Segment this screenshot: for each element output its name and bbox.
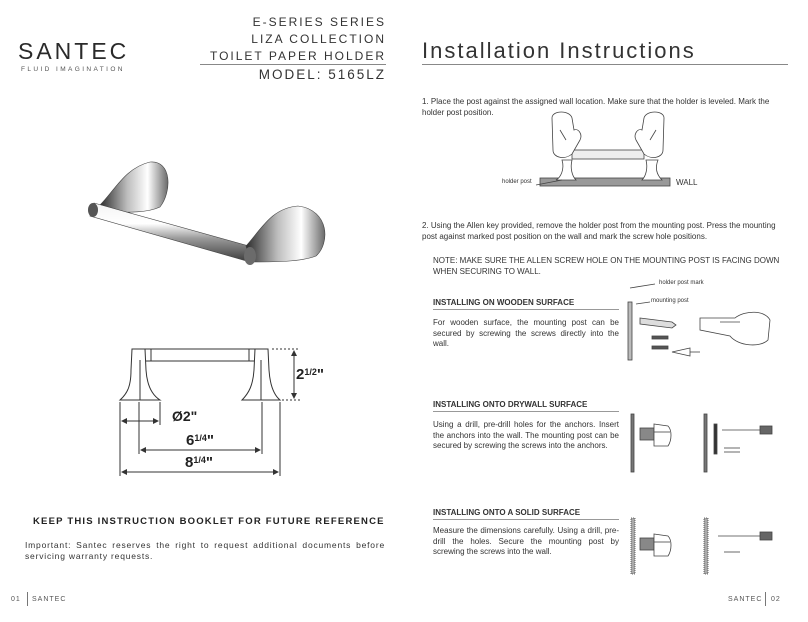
drywall-heading: INSTALLING ONTO DRYWALL SURFACE [433, 400, 588, 409]
dim-inner-unit: " [206, 432, 214, 449]
heading-rule-right [422, 64, 788, 65]
dim-overall-whole: 8 [185, 454, 194, 471]
product-collection: LIZA COLLECTION [251, 32, 386, 46]
dim-diameter-label: Ø2" [172, 408, 198, 424]
keep-booklet-notice: KEEP THIS INSTRUCTION BOOKLET FOR FUTURE REFERENCE [33, 516, 385, 527]
wood-text: For wooden surface, the mounting post can be secured by screwing the screws directly into the wall. [433, 318, 619, 348]
label-mounting-post: mounting post [651, 298, 689, 304]
dim-height-label [296, 366, 324, 383]
left-footer-divider [27, 592, 28, 606]
label-holder-post-mark: holder post mark [659, 280, 704, 286]
step-2-text: 2. Using the Allen key provided, remove the holder post from the mounting post. Press the mounting post against marked post position on the wall and mark the screw hole positions. [422, 221, 776, 241]
solid-heading: INSTALLING ONTO A SOLID SURFACE [433, 508, 581, 517]
heading-rule-left [200, 64, 386, 65]
dim-overall-fraction: 1/4 [193, 455, 206, 465]
left-footer-brand: SANTEC [32, 596, 67, 603]
product-heading [210, 14, 386, 65]
important-notice: Important: Santec reserves the right to request additional documents before servicing warranty requests. [25, 540, 385, 561]
product-series: E-SERIES SERIES [252, 15, 386, 29]
solid-heading-rule [433, 519, 619, 520]
wood-heading: INSTALLING ON WOODEN SURFACE [433, 298, 575, 307]
drywall-text: Using a drill, pre-drill holes for the anchors. Insert the anchors into the wall. The mounting post can be secured by screwing the screws into the anchors. [433, 420, 619, 450]
model-number: MODEL: 5165LZ [258, 67, 386, 82]
dim-height-unit: " [316, 366, 324, 383]
dim-overall-unit: " [205, 454, 213, 471]
label-wall: WALL [676, 178, 698, 187]
wood-heading-rule [433, 309, 619, 310]
dim-inner-fraction: 1/4 [194, 433, 207, 443]
brand-tagline: FLUID IMAGINATION [21, 66, 125, 73]
right-footer-brand: SANTEC [728, 596, 763, 603]
right-footer-divider [765, 592, 766, 606]
dim-inner-label [186, 432, 214, 449]
right-page-number: 02 [771, 596, 781, 603]
label-holder-post: holder post [502, 179, 532, 185]
instructions-title: Installation Instructions [422, 38, 696, 63]
dim-overall-label [185, 454, 213, 471]
solid-text: Measure the dimensions carefully. Using a drill, pre-drill the holes. Secure the mounting post by screwing the screws into the wall. [433, 526, 619, 556]
dim-height-fraction: 1/2 [304, 367, 317, 377]
step-1-text: 1. Place the post against the assigned wall location. Make sure that the holder is leveled. Mark the holder post position. [422, 97, 770, 117]
step-2-note: NOTE: MAKE SURE THE ALLEN SCREW HOLE ON THE MOUNTING POST IS FACING DOWN WHEN SECURING TO WALL. [433, 256, 780, 276]
left-page-number: 01 [11, 596, 21, 603]
dim-inner-whole: 6 [186, 432, 195, 449]
dim-height-whole: 2 [296, 366, 305, 383]
drywall-heading-rule [433, 411, 619, 412]
product-name: TOILET PAPER HOLDER [209, 49, 386, 63]
brand-logo: SANTEC [18, 38, 130, 64]
